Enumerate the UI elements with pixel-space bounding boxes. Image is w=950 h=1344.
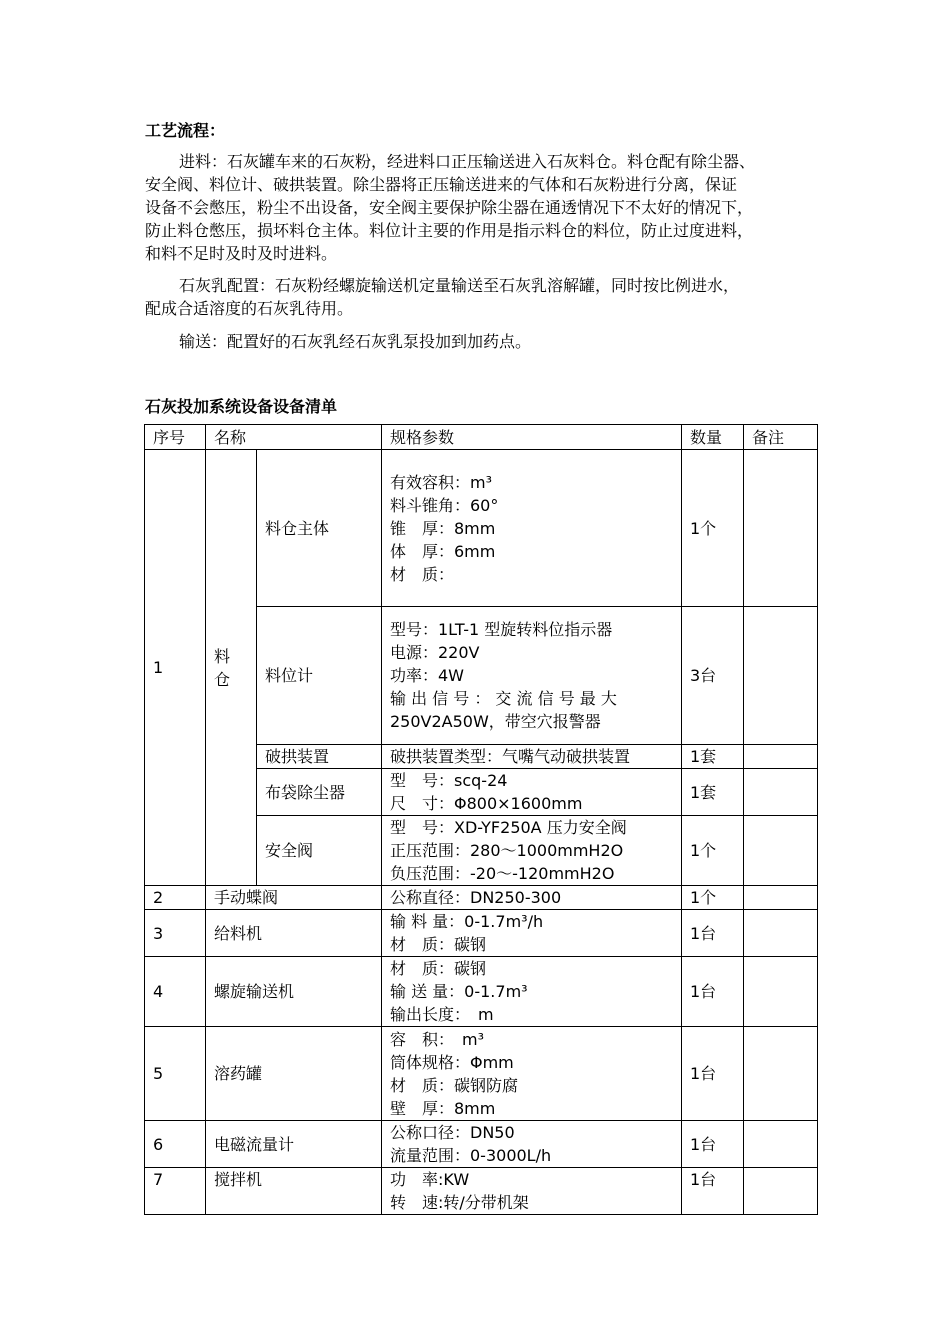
spec-line: 型 号：XD-YF250A 压力安全阀 [390, 818, 627, 837]
equipment-table [144, 424, 818, 1215]
note-cell [744, 450, 818, 607]
spec-line: 输 出 信 号 ： 交 流 信 号 最 大 [390, 689, 617, 708]
row-no: 5 [145, 1027, 206, 1121]
note-cell [744, 1121, 818, 1168]
qty-cell: 1台 [682, 1027, 744, 1121]
paragraph-line: 设备不会憋压，粉尘不出设备，安全阀主要保护除尘器在通透情况下不太好的情况下， [145, 198, 754, 217]
table-header-row [145, 425, 818, 450]
qty-cell: 1个 [682, 450, 744, 607]
qty-cell: 1台 [682, 1168, 744, 1215]
spec-line: 功 率:KW [390, 1170, 470, 1189]
spec-line: 容 积： m³ [390, 1029, 485, 1049]
note-cell [744, 1027, 818, 1121]
table-row [145, 450, 818, 607]
group-name [206, 450, 257, 886]
group-name-line: 料 [214, 646, 231, 666]
row-no: 1 [145, 450, 206, 886]
spec-line: 尺 寸：Φ800×1600mm [390, 794, 583, 813]
row-name: 溶药罐 [206, 1027, 382, 1121]
row-name: 手动蝶阀 [206, 886, 382, 910]
spec-line: 正压范围：280～1000mmH2O [390, 841, 624, 860]
spec-line: 壁 厚：8mm [390, 1098, 496, 1118]
qty-cell: 1套 [682, 769, 744, 816]
spec-line: 有效容积：m³ [390, 472, 493, 492]
spec-line: 转 速:转/分带机架 [390, 1193, 529, 1212]
note-cell [744, 769, 818, 816]
sub-name: 料仓主体 [257, 450, 382, 607]
process-heading: 工艺流程： [145, 121, 226, 140]
paragraph-line: 输送：配置好的石灰乳经石灰乳泵投加到加药点。 [179, 332, 532, 351]
intake-paragraph [145, 150, 805, 265]
spec-cell [382, 450, 682, 607]
header-no: 序号 [145, 425, 206, 450]
sub-name: 安全阀 [257, 816, 382, 886]
qty-cell: 1台 [682, 910, 744, 957]
spec-line: 输 送 量：0-1.7m³ [390, 982, 528, 1001]
spec-cell [382, 910, 682, 957]
note-cell [744, 910, 818, 957]
spec-cell [382, 886, 682, 910]
spec-line: 破拱装置类型：气嘴气动破拱装置 [390, 747, 631, 766]
spec-line: 输 料 量：0-1.7m³/h [390, 912, 544, 931]
qty-cell: 3台 [682, 607, 744, 745]
paragraph-line: 石灰乳配置：石灰粉经螺旋输送机定量输送至石灰乳溶解罐，同时按比例进水， [179, 276, 740, 295]
spec-line: 体 厚：6mm [390, 541, 496, 561]
spec-line: 负压范围：-20～-120mmH2O [390, 864, 615, 883]
spec-cell [382, 769, 682, 816]
group-name-line: 仓 [214, 669, 231, 689]
table-row [145, 957, 818, 1027]
table-title: 石灰投加系统设备设备清单 [145, 397, 338, 416]
qty-cell: 1台 [682, 957, 744, 1027]
qty-cell: 1个 [682, 816, 744, 886]
row-name: 搅拌机 [206, 1168, 382, 1215]
note-cell [744, 607, 818, 745]
spec-line: 型 号：scq-24 [390, 771, 508, 790]
spec-line: 250V2A50W，带空穴报警器 [390, 712, 601, 731]
spec-line: 材 质：碳钢 [390, 959, 487, 978]
table-row [145, 886, 818, 910]
header-note: 备注 [744, 425, 818, 450]
spec-line: 材 质： [390, 564, 455, 584]
header-qty: 数量 [682, 425, 744, 450]
note-cell [744, 1168, 818, 1215]
note-cell [744, 816, 818, 886]
spec-cell [382, 1121, 682, 1168]
qty-cell: 1套 [682, 745, 744, 769]
spec-line: 公称口径：DN50 [390, 1123, 515, 1142]
spec-line: 材 质：碳钢防腐 [390, 1075, 519, 1095]
header-spec: 规格参数 [382, 425, 682, 450]
spec-line: 型号：1LT-1 型旋转料位指示器 [390, 620, 613, 639]
table-row [145, 1168, 818, 1215]
spec-cell [382, 816, 682, 886]
sub-name: 布袋除尘器 [257, 769, 382, 816]
spec-line: 流量范围：0-3000L/h [390, 1146, 552, 1165]
paragraph-line: 进料：石灰罐车来的石灰粉，经进料口正压输送进入石灰料仓。料仓配有除尘器、 [179, 152, 756, 171]
note-cell [744, 886, 818, 910]
table-row [145, 1027, 818, 1121]
spec-cell [382, 1027, 682, 1121]
spec-line: 筒体规格：Φmm [390, 1052, 514, 1072]
spec-cell [382, 607, 682, 745]
paragraph-line: 防止料仓憋压，损坏料仓主体。料位计主要的作用是指示料仓的料位，防止过度进料， [145, 221, 754, 240]
spec-line: 材 质：碳钢 [390, 935, 487, 954]
paragraph-line: 配成合适溶度的石灰乳待用。 [145, 299, 354, 318]
spec-line: 锥 厚：8mm [390, 518, 496, 538]
paragraph-line: 和料不足时及时及时进料。 [145, 244, 338, 263]
sub-name: 料位计 [257, 607, 382, 745]
lime-milk-paragraph [145, 274, 805, 320]
note-cell [744, 745, 818, 769]
spec-cell [382, 957, 682, 1027]
row-no: 6 [145, 1121, 206, 1168]
qty-cell: 1台 [682, 1121, 744, 1168]
row-no: 4 [145, 957, 206, 1027]
spec-line: 输出长度： m [390, 1005, 494, 1024]
row-name: 螺旋输送机 [206, 957, 382, 1027]
spec-cell [382, 745, 682, 769]
spec-cell [382, 1168, 682, 1215]
table-row [145, 910, 818, 957]
row-no: 2 [145, 886, 206, 910]
spec-line: 功率：4W [390, 666, 465, 685]
sub-name: 破拱装置 [257, 745, 382, 769]
row-no: 7 [145, 1168, 206, 1215]
header-name: 名称 [206, 425, 382, 450]
row-name: 电磁流量计 [206, 1121, 382, 1168]
note-cell [744, 957, 818, 1027]
row-name: 给料机 [206, 910, 382, 957]
delivery-paragraph [145, 330, 805, 353]
table-row [145, 1121, 818, 1168]
spec-line: 料斗锥角：60° [390, 495, 499, 515]
qty-cell: 1个 [682, 886, 744, 910]
paragraph-line: 安全阀、料位计、破拱装置。除尘器将正压输送进来的气体和石灰粉进行分离，保证 [145, 175, 738, 194]
spec-line: 电源：220V [390, 643, 480, 662]
spec-line: 公称直径：DN250-300 [390, 888, 562, 907]
row-no: 3 [145, 910, 206, 957]
